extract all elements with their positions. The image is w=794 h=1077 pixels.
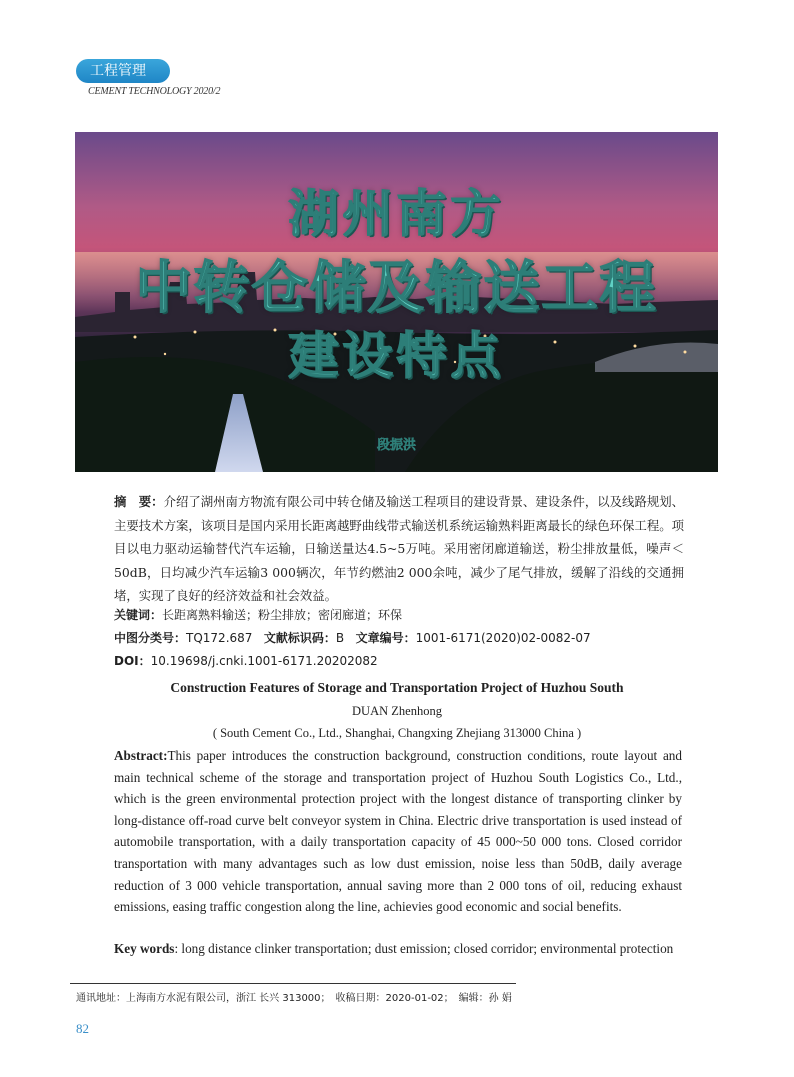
abstract-en xyxy=(114,745,682,918)
abstract-en-label: Abstract: xyxy=(114,748,168,763)
keywords-en-label: Key words xyxy=(114,941,175,956)
english-author: DUAN Zhenhong xyxy=(352,704,442,718)
doc-code-value: B xyxy=(335,631,345,645)
keywords-cn xyxy=(114,606,402,623)
keywords-en-text: : long distance clinker transportation; dust emission; closed corridor; environmental protection xyxy=(174,941,674,956)
author-name-cn: 段振洪 xyxy=(376,438,416,453)
footnote-divider xyxy=(70,983,516,984)
keywords-en xyxy=(114,938,682,960)
article-no-label: 文章编号： xyxy=(355,631,416,645)
doc-code-label: 文献标识码： xyxy=(263,631,336,645)
title-line-2: 中转仓储及输送工程 xyxy=(135,256,658,321)
section-tag: 工程管理 xyxy=(76,59,170,83)
english-title: Construction Features of Storage and Transportation Project of Huzhou South xyxy=(170,680,624,695)
keywords-cn-label: 关键词： xyxy=(114,608,163,622)
abstract-cn xyxy=(114,490,684,608)
english-affiliation: ( South Cement Co., Ltd., Shanghai, Changxing Zhejiang 313000 China ) xyxy=(212,726,582,740)
title-line-1: 湖州南方 xyxy=(288,185,505,243)
doi-line xyxy=(114,652,378,669)
title-line-3: 建设特点 xyxy=(288,327,505,385)
abstract-cn-text: 介绍了湖州南方物流有限公司中转仓储及输送工程项目的建设背景、建设条件，以及线路规划、主要技术方案，该项目是国内采用长距离越野曲线带式输送机系统运输熟料距离最长的绿色环保工程。项目以电力驱动运输替代汽车运输，日输送量达4.5~5万吨。采用密闭廊道输送，粉尘排放量低，噪声＜50dB，日均减少汽车运输3 000辆次，年节约燃油2 000余吨，减少了尾气排放，缓解了沿线的交通拥堵，实现了良好的经济效益和社会效益。 xyxy=(114,494,685,604)
article-no-value: 1001-6171(2020)02-0082-07 xyxy=(415,631,591,645)
clc-label: 中图分类号： xyxy=(114,631,187,645)
keywords-cn-text: 长距离熟料输送；粉尘排放；密闭廊道；环保 xyxy=(162,608,403,622)
footnote: 通讯地址：上海南方水泥有限公司，浙江 长兴 313000； 收稿日期：2020-01-02； 编辑：孙 娟 xyxy=(76,993,512,1004)
classification-line xyxy=(114,629,591,646)
doi-value: 10.19698/j.cnki.1001-6171.20202082 xyxy=(150,654,378,668)
hero-banner xyxy=(75,132,718,472)
doi-label: DOI： xyxy=(114,654,151,668)
abstract-cn-label: 摘 要： xyxy=(114,494,164,509)
abstract-en-text: This paper introduces the construction background, construction conditions, route layout and main technical scheme of the storage and transportation project of Huzhou South Logistics Co., Ltd., which is the green environmental protection project with the longest distance of transporting clinker by long-distance off-road curve belt conveyor system in China. Electric drive transportation is used instead of automobile transportation, with a daily transportation capacity of 45 000~50 000 tons. Closed corridor transportation with many advantages such as low dust emission, noise less than 50dB, daily average reduction of 3 000 vehicle transportation, annual saving more than 2 000 tons of oil, reducing exhaust emissions, easing traffic congestion along the line, achievies good economic and social benefits. xyxy=(114,748,682,915)
clc-value: TQ172.687 xyxy=(186,631,253,645)
page-number: 82 xyxy=(76,1021,89,1036)
journal-running-head: CEMENT TECHNOLOGY 2020/2 xyxy=(88,86,221,97)
